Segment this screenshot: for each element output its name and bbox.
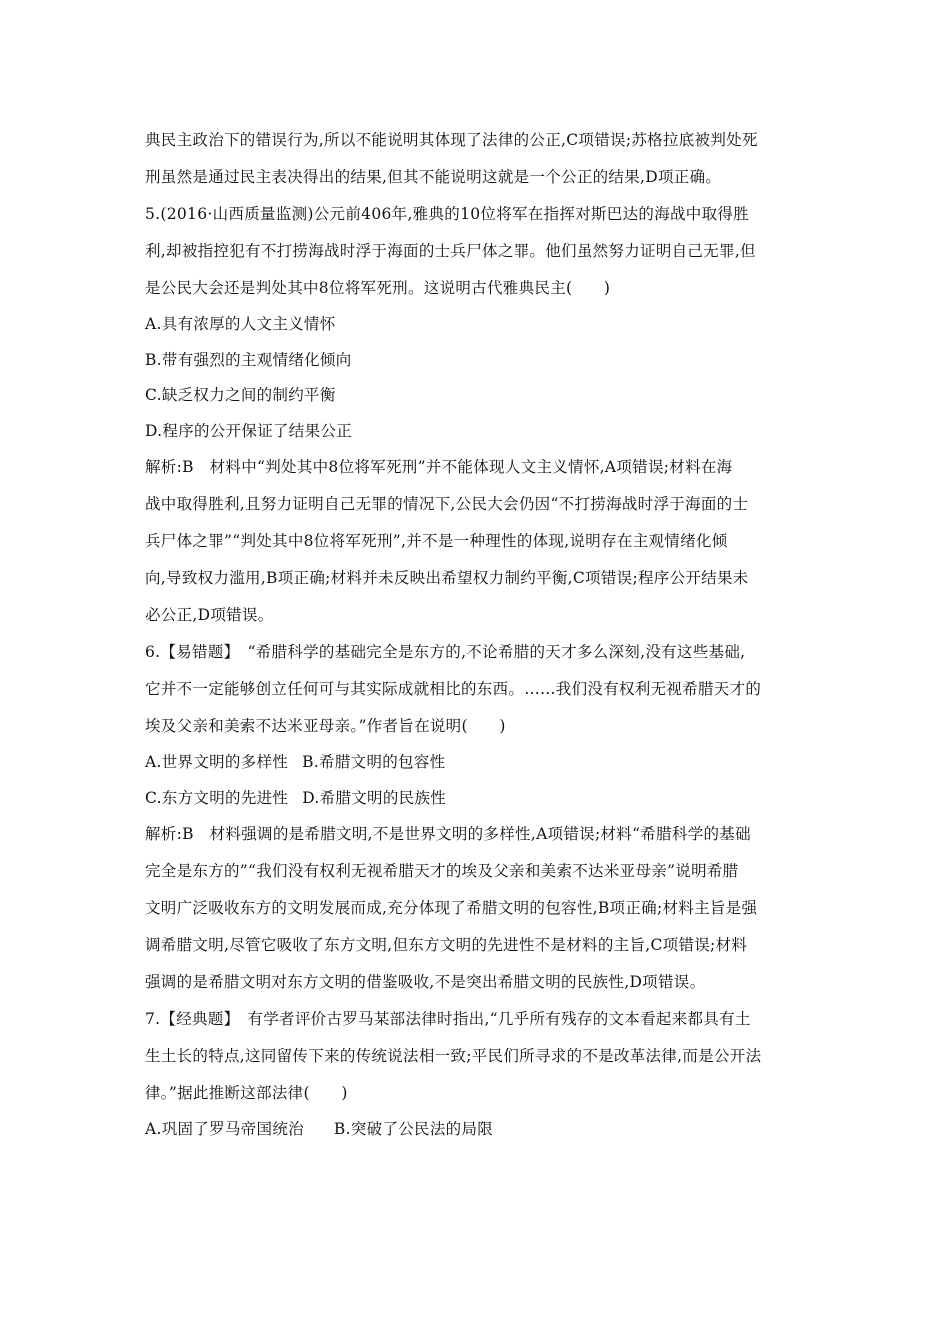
q5-stem-line-3: 是公民大会还是判处其中8位将军死刑。这说明古代雅典民主( ) bbox=[145, 279, 611, 297]
q5-stem-line-1: 5.(2016·山西质量监测)公元前406年,雅典的10位将军在指挥对斯巴达的海战中取得胜 bbox=[145, 205, 749, 223]
q5-option-b: B.带有强烈的主观情绪化倾向 bbox=[145, 350, 352, 369]
q6-option-c: C.东方文明的先进性 bbox=[145, 788, 289, 807]
q6-stem-line-1: 6.【易错题】 “希腊科学的基础完全是东方的,不论希腊的天才多么深刻,没有这些基础, bbox=[145, 643, 746, 661]
prev-analysis-line-1: 典民主政治下的错误行为,所以不能说明其体现了法律的公正,C项错误;苏格拉底被判处死 bbox=[145, 131, 758, 149]
q6-option-d: D.希腊文明的民族性 bbox=[302, 788, 447, 807]
document-page bbox=[145, 122, 810, 1148]
q6-analysis-line-3: 文明广泛吸收东方的文明发展而成,充分体现了希腊文明的包容性,B项正确;材料主旨是强 bbox=[145, 899, 758, 917]
q5-stem-line-2: 利,却被指控犯有不打捞海战时浮于海面的士兵尸体之罪。他们虽然努力证明自己无罪,但 bbox=[145, 242, 756, 260]
q6-analysis-line-5: 强调的是希腊文明对东方文明的借鉴吸收,不是突出希腊文明的民族性,D项错误。 bbox=[145, 973, 706, 991]
q7-options-row-1 bbox=[145, 1112, 810, 1148]
q6-analysis-line-1: 解析:B 材料强调的是希腊文明,不是世界文明的多样性,A项错误;材料“希腊科学的基础 bbox=[145, 825, 751, 843]
q5-analysis-line-4: 向,导致权力滥用,B项正确;材料并未反映出希望权力制约平衡,C项错误;程序公开结果未 bbox=[145, 569, 749, 587]
q5-option-d: D.程序的公开保证了结果公正 bbox=[145, 421, 353, 440]
q5-analysis-line-5: 必公正,D项错误。 bbox=[145, 606, 274, 624]
q6-stem-line-2: 它并不一定能够创立任何可与其实际成就相比的东西。……我们没有权利无视希腊天才的 bbox=[145, 680, 762, 698]
q6-option-a: A.世界文明的多样性 bbox=[145, 753, 289, 771]
q5-analysis-line-1: 解析:B 材料中“判处其中8位将军死刑”并不能体现人文主义情怀,A项错误;材料在海 bbox=[145, 458, 733, 476]
q6-stem-line-3: 埃及父亲和美索不达米亚母亲。”作者旨在说明( ) bbox=[145, 717, 506, 735]
prev-analysis-line-2: 刑虽然是通过民主表决得出的结果,但其不能说明这就是一个公正的结果,D项正确。 bbox=[145, 168, 722, 186]
q7-option-b: B.突破了公民法的局限 bbox=[333, 1120, 494, 1138]
q6-analysis-line-4: 调希腊文明,尽管它吸收了东方文明,但东方文明的先进性不是材料的主旨,C项错误;材料 bbox=[145, 936, 748, 954]
q5-analysis-line-3: 兵尸体之罪”“判处其中8位将军死刑”,并不是一种理性的体现,说明存在主观情绪化倾 bbox=[145, 532, 728, 550]
q7-stem-line-1: 7.【经典题】 有学者评价古罗马某部法律时指出,“几乎所有残存的文本看起来都具有土 bbox=[145, 1010, 751, 1028]
q7-option-a: A.巩固了罗马帝国统治 bbox=[145, 1120, 304, 1138]
q6-option-b: B.希腊文明的包容性 bbox=[302, 753, 446, 771]
q6-options-row-2 bbox=[145, 781, 810, 817]
q7-stem-line-2: 生土长的特点,这同留传下来的传统说法相一致;平民们所寻求的不是改革法律,而是公开法 bbox=[145, 1047, 762, 1065]
q6-options-row-1 bbox=[145, 745, 810, 781]
q5-option-a: A.具有浓厚的人文主义情怀 bbox=[145, 315, 336, 333]
q7-stem-line-3: 律。”据此推断这部法律( ) bbox=[145, 1084, 348, 1102]
q5-analysis-line-2: 战中取得胜利,且努力证明自己无罪的情况下,公民大会仍因“不打捞海战时浮于海面的士 bbox=[145, 495, 749, 513]
q6-analysis-line-2: 完全是东方的”“我们没有权利无视希腊天才的埃及父亲和美索不达米亚母亲”说明希腊 bbox=[145, 862, 739, 880]
q5-option-c: C.缺乏权力之间的制约平衡 bbox=[145, 386, 336, 404]
